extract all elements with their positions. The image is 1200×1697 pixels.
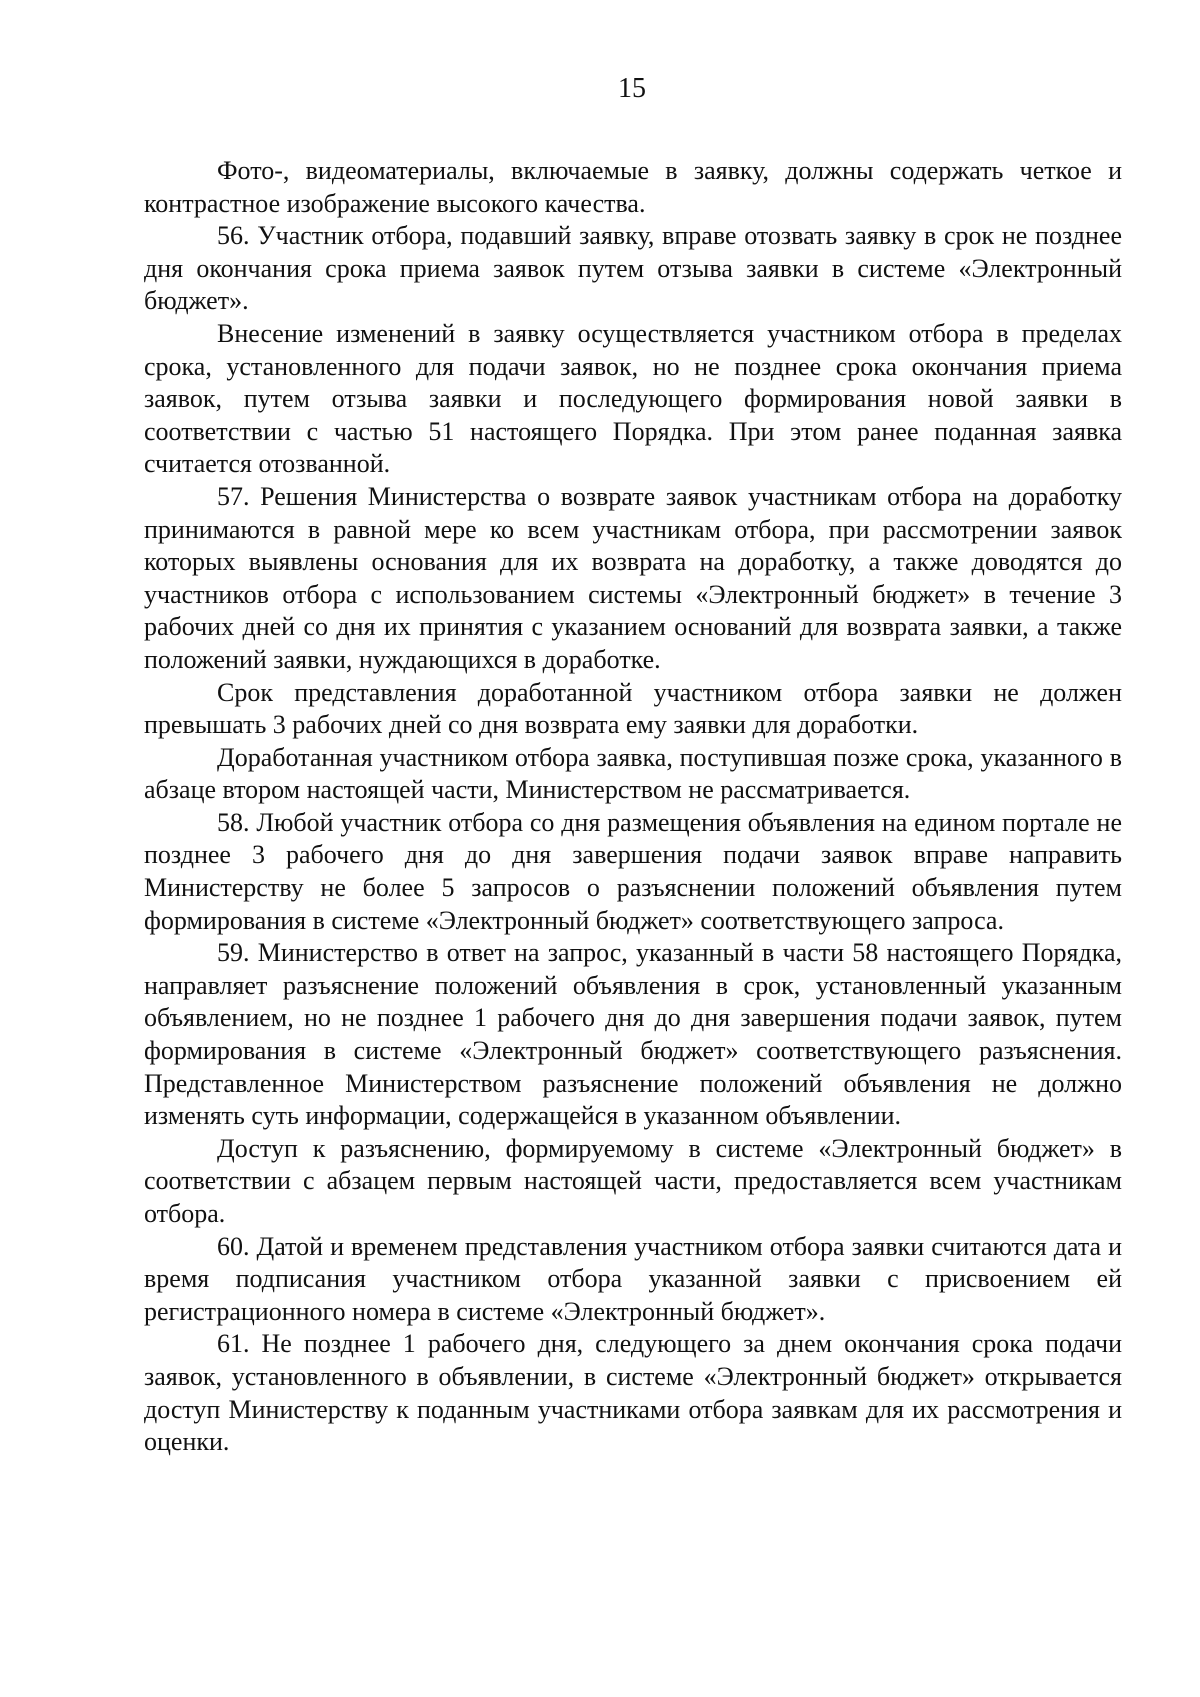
paragraph: Внесение изменений в заявку осуществляется участником отбора в пределах срока, установленного для подачи заявок, но не позднее срока окончания приема заявок, путем отзыва заявки и последующего формирования новой заявки в соответствии с частью 51 настоящего Порядка. При этом ранее поданная заявка считается отозванной.: [144, 318, 1122, 479]
paragraph: 60. Датой и временем представления участником отбора заявки считаются дата и время подписания участником отбора указанной заявки с присвоением ей регистрационного номера в системе «Электронный бюджет».: [144, 1231, 1122, 1326]
paragraph: 59. Министерство в ответ на запрос, указанный в части 58 настоящего Порядка, направляет разъяснение положений объявления в срок, установленный указанным объявлением, но не позднее 1 рабочего дня до дня завершения подачи заявок, путем формирования в системе «Электронный бюджет» соответствующего разъяснения. Представленное Министерством разъяснение положений объявления не должно изменять суть информации, содержащейся в указанном объявлении.: [144, 938, 1122, 1131]
paragraph: 58. Любой участник отбора со дня размещения объявления на едином портале не позднее 3 рабочего дня до дня завершения подачи заявок вправе направить Министерству не более 5 запросов о разъяснении положений объявления путем формирования в системе «Электронный бюджет» соответствующего запроса.: [144, 807, 1122, 935]
paragraph: Доступ к разъяснению, формируемому в системе «Электронный бюджет» в соответствии с абзацем первым настоящей части, предоставляется всем участникам отбора.: [144, 1133, 1122, 1228]
document-body: [144, 155, 1122, 1459]
paragraph: Доработанная участником отбора заявка, поступившая позже срока, указанного в абзаце втором настоящей части, Министерством не рассматривается.: [144, 742, 1122, 805]
paragraph: Срок представления доработанной участником отбора заявки не должен превышать 3 рабочих дней со дня возврата ему заявки для доработки.: [144, 677, 1122, 740]
page-number: 15: [618, 73, 646, 104]
paragraph: Фото-, видеоматериалы, включаемые в заявку, должны содержать четкое и контрастное изображение высокого качества.: [144, 156, 1122, 218]
paragraph: 57. Решения Министерства о возврате заявок участникам отбора на доработку принимаются в равной мере ко всем участникам отбора, при рассмотрении заявок которых выявлены основания для их возврата на доработку, а также доводятся до участников отбора с использованием системы «Электронный бюджет» в течение 3 рабочих дней со дня их принятия с указанием оснований для возврата заявки, а также положений заявки, нуждающихся в доработке.: [144, 481, 1122, 674]
paragraph: 61. Не позднее 1 рабочего дня, следующего за днем окончания срока подачи заявок, установленного в объявлении, в системе «Электронный бюджет» открывается доступ Министерству к поданным участниками отбора заявкам для их рассмотрения и оценки.: [144, 1329, 1122, 1457]
paragraph: 56. Участник отбора, подавший заявку, вправе отозвать заявку в срок не позднее дня окончания срока приема заявок путем отзыва заявки в системе «Электронный бюджет».: [144, 221, 1122, 316]
